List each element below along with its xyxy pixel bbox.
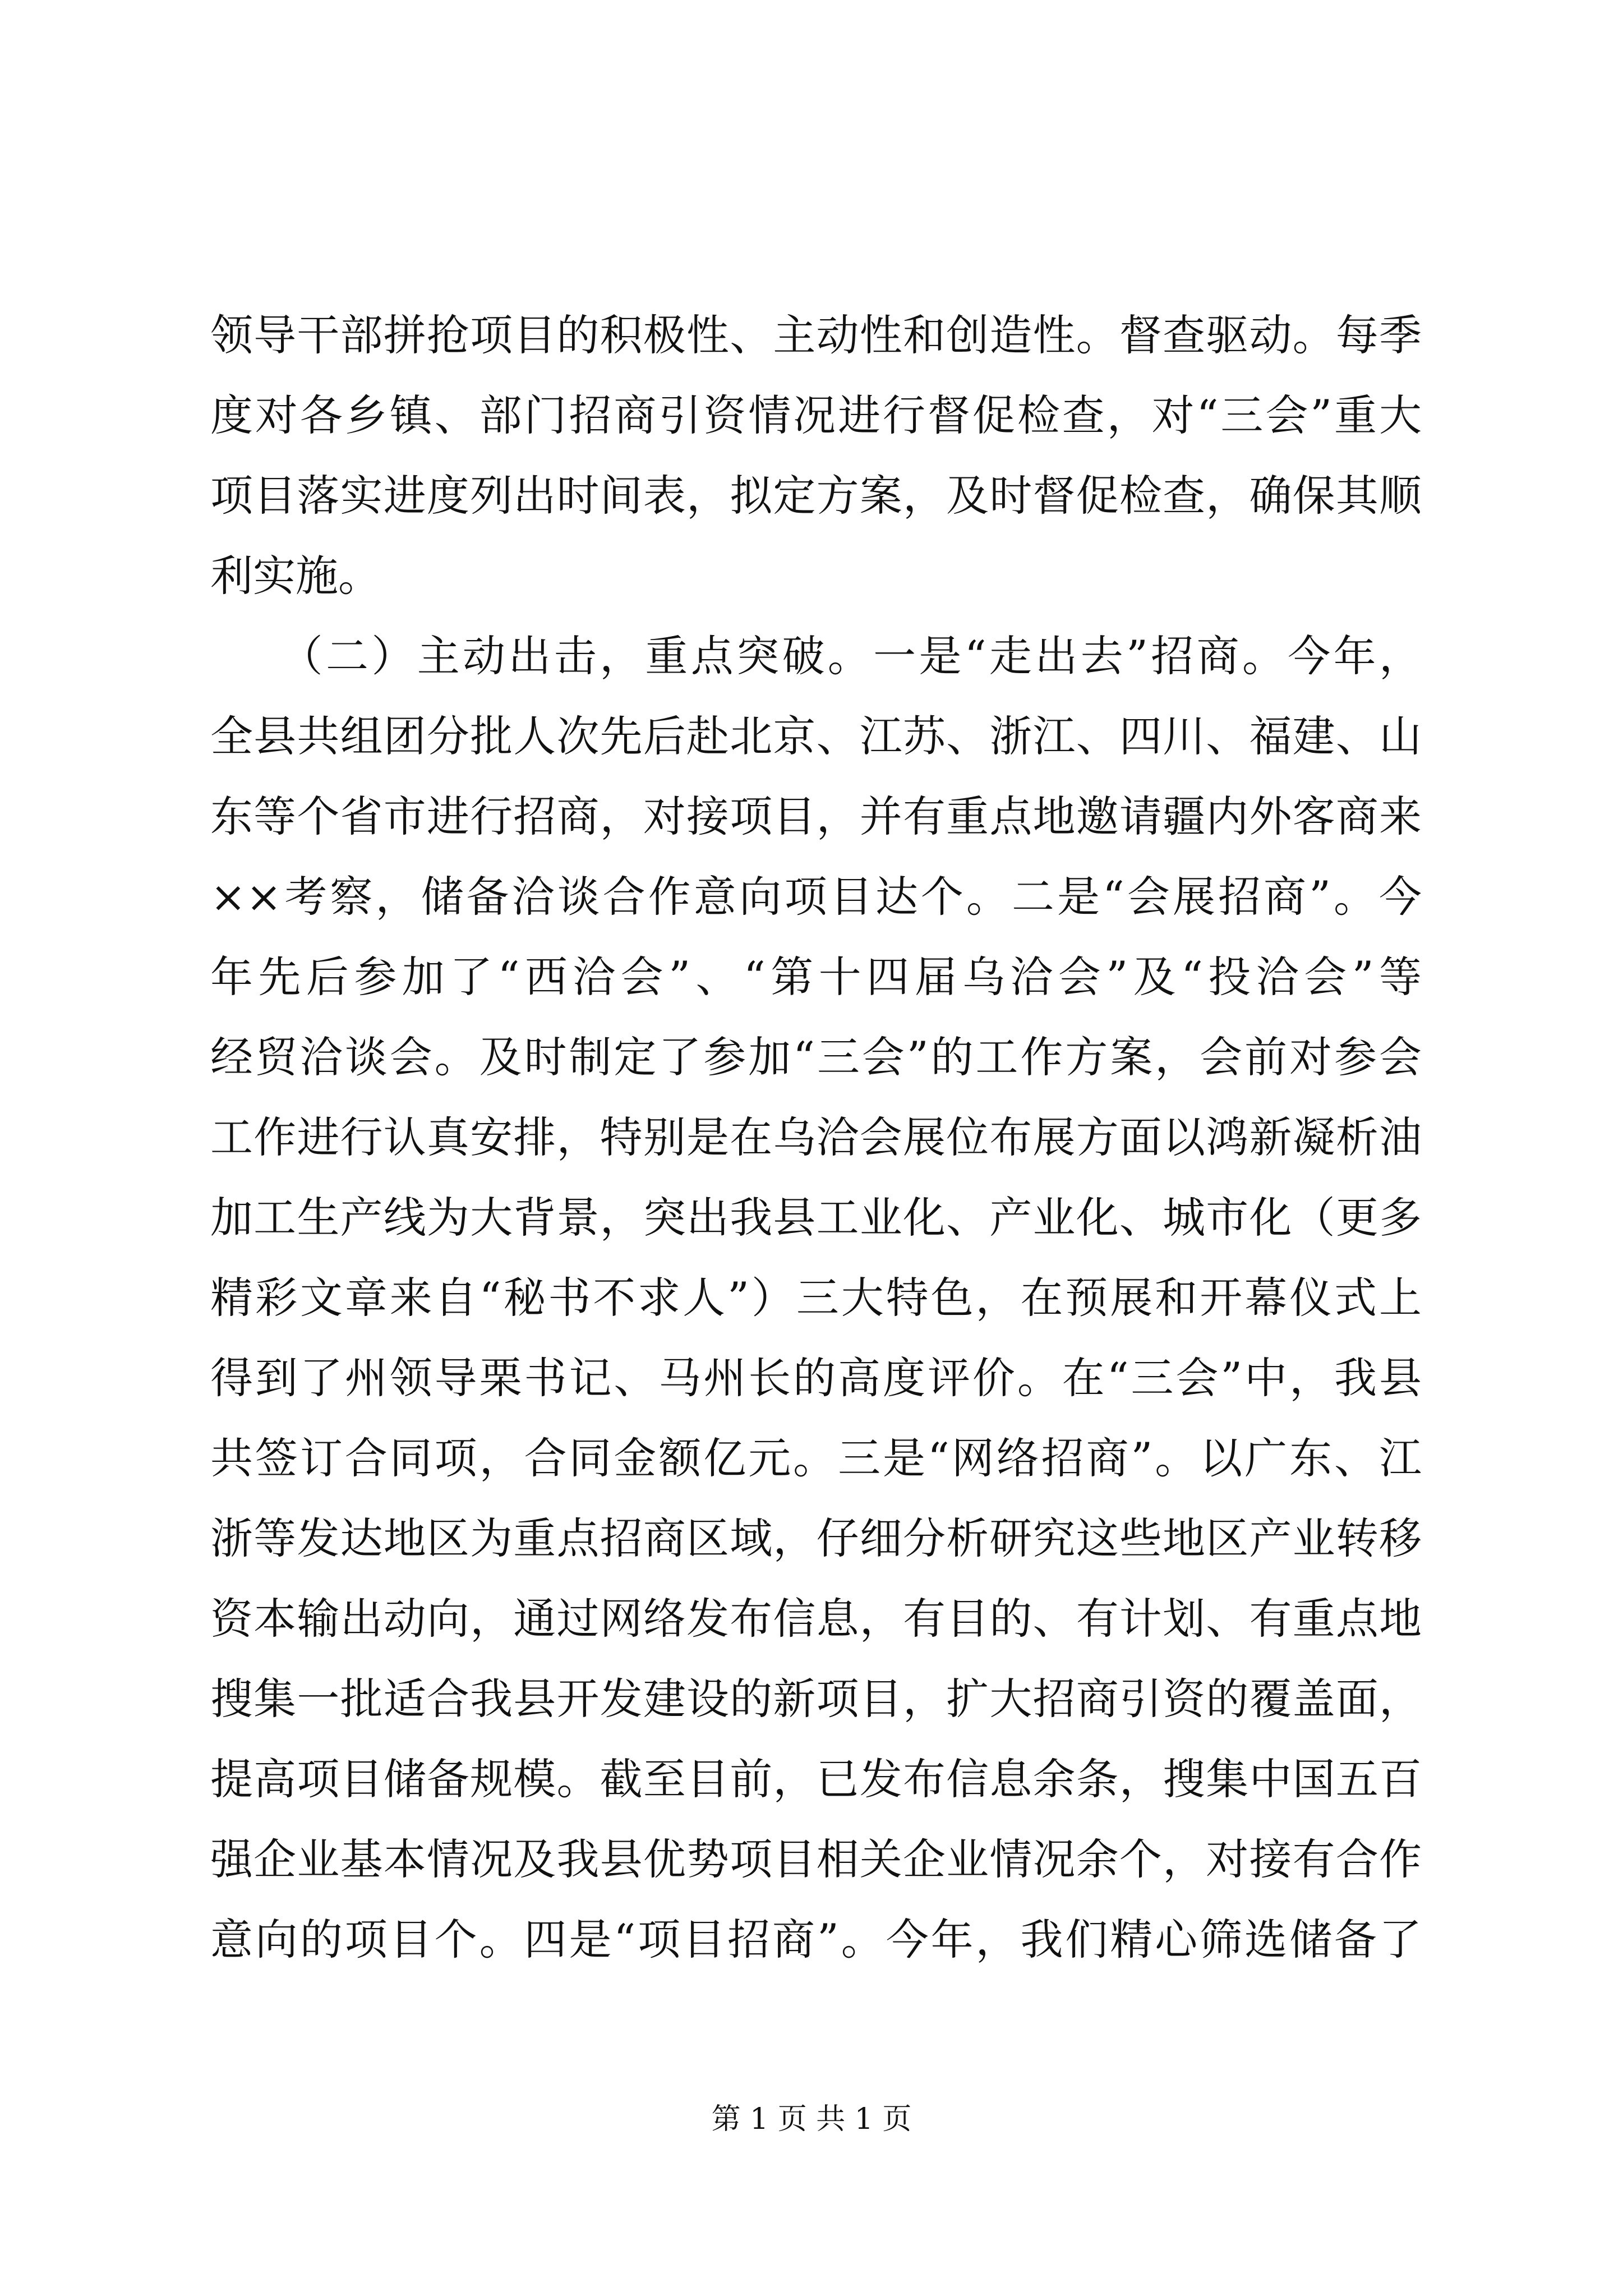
- text-line: 加工生产线为大背景，突出我县工业化、产业化、城市化（更多: [210, 1193, 1422, 1243]
- text-line: 提高项目储备规模。截至目前，已发布信息余条，搜集中国五百: [210, 1754, 1422, 1804]
- text-line: 浙等发达地区为重点招商区域，仔细分析研究这些地区产业转移: [210, 1513, 1422, 1563]
- text-line: （二）主动出击，重点突破。一是“走出去”招商。今年，: [210, 631, 1422, 681]
- text-line: 得到了州领导栗书记、马州长的高度评价。在“三会”中，我县: [210, 1353, 1422, 1403]
- text-line: 意向的项目个。四是“项目招商”。今年，我们精心筛选储备了: [210, 1915, 1422, 1964]
- text-line: 全县共组团分批人次先后赴北京、江苏、浙江、四川、福建、山: [210, 711, 1422, 761]
- text-line: 年先后参加了“西洽会”、“第十四届乌洽会”及“投洽会”等: [210, 952, 1422, 1002]
- text-line: 共签订合同项，合同金额亿元。三是“网络招商”。以广东、江: [210, 1433, 1422, 1483]
- body-text: [210, 295, 1422, 1980]
- text-line: 搜集一批适合我县开发建设的新项目，扩大招商引资的覆盖面，: [210, 1674, 1422, 1724]
- text-line: 度对各乡镇、部门招商引资情况进行督促检查，对“三会”重大: [210, 390, 1422, 440]
- page-number-footer: 第 1 页 共 1 页: [711, 2102, 912, 2136]
- text-line: ××考察，储备洽谈合作意向项目达个。二是“会展招商”。今: [210, 872, 1422, 922]
- text-line: 项目落实进度列出时间表，拟定方案，及时督促检查，确保其顺: [210, 471, 1422, 521]
- text-line: 经贸洽谈会。及时制定了参加“三会”的工作方案，会前对参会: [210, 1032, 1422, 1082]
- text-line: 工作进行认真安排，特别是在乌洽会展位布展方面以鸿新凝析油: [210, 1112, 1422, 1162]
- text-line: 东等个省市进行招商，对接项目，并有重点地邀请疆内外客商来: [210, 792, 1422, 841]
- text-line: 强企业基本情况及我县优势项目相关企业情况余个，对接有合作: [210, 1834, 1422, 1884]
- text-line: 精彩文章来自“秘书不求人”）三大特色，在预展和开幕仪式上: [210, 1273, 1422, 1323]
- text-line: 利实施。: [210, 551, 381, 601]
- text-line: 领导干部拼抢项目的积极性、主动性和创造性。督查驱动。每季: [210, 310, 1422, 360]
- text-line: 资本输出动向，通过网络发布信息，有目的、有计划、有重点地: [210, 1594, 1422, 1644]
